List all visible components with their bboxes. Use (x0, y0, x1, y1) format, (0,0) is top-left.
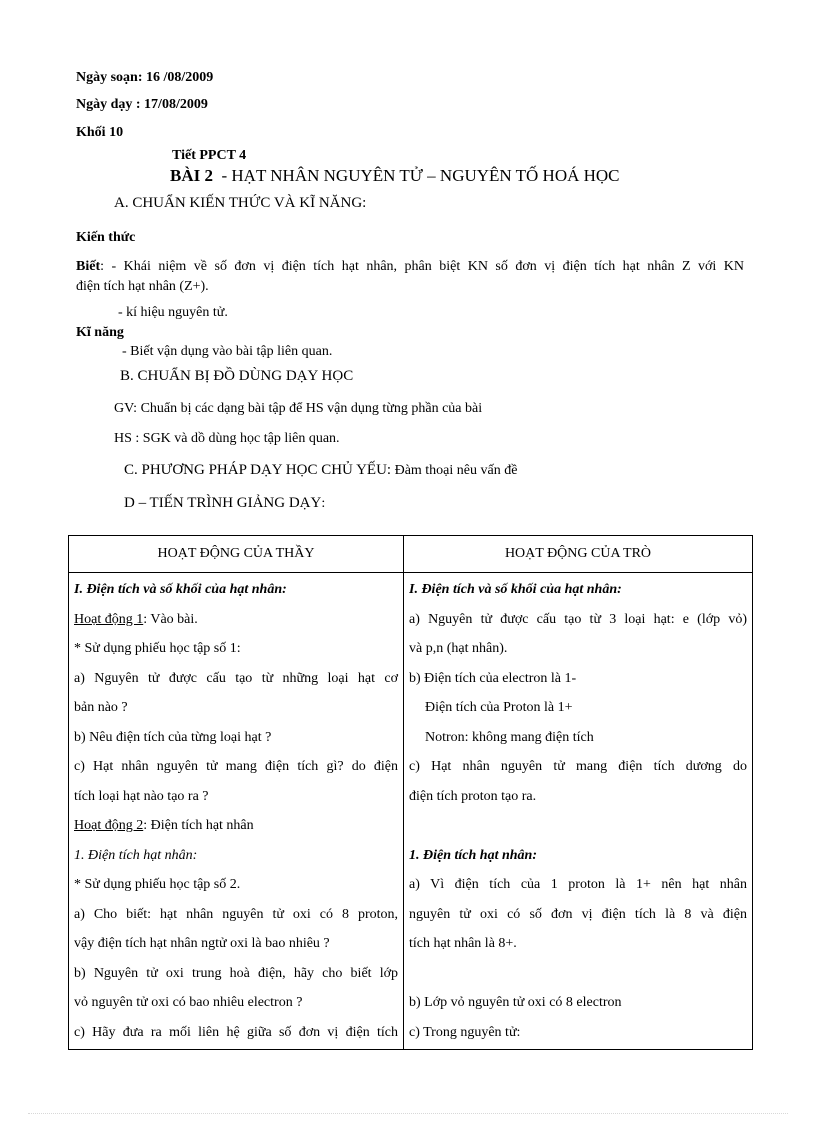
student-line: nguyên tử oxi có số đơn vị điện tích là 8 và điện (409, 906, 747, 922)
activity-1-label: Hoạt động 1 (74, 611, 144, 627)
student-line: Điện tích của Proton là 1+ (425, 700, 573, 715)
student-line: điện tích proton tạo ra. (409, 788, 537, 804)
student-line: a) Vì điện tích của 1 proton là 1+ nên hạt nhân (409, 877, 747, 892)
activity-2-label: Hoạt động 2 (74, 818, 144, 833)
lesson-number: BÀI 2 (170, 166, 213, 185)
activity-2 (74, 811, 398, 841)
student-line: b) Lớp vỏ nguyên tử oxi có 8 electron (409, 995, 622, 1010)
section-a-heading: A. CHUẨN KIẾN THỨC VÀ KĨ NĂNG: (114, 195, 367, 211)
lesson-activity-table (68, 535, 753, 1050)
student-line: Notron: không mang điện tích (425, 729, 594, 745)
activity-2-text: : Điện tích hạt nhân (143, 818, 254, 833)
knowledge-know-paragraph (76, 257, 744, 297)
know-text-line-1: : - Khái niệm về số đơn vị điện tích hạt nhân, phân biệt KN số đơn vị điện tích hạt nhân Z với KN (100, 259, 744, 274)
section-c-text: Đàm thoại nêu vấn đề (394, 463, 518, 478)
activity-1-text: : Vào bài. (143, 611, 198, 627)
teacher-line: 1. Điện tích hạt nhân: (74, 847, 198, 863)
page-bottom-divider (28, 1113, 788, 1114)
section-c (124, 462, 517, 479)
student-line: c) Hạt nhân nguyên tử mang điện tích dương do (409, 759, 747, 774)
teacher-prep: GV: Chuẩn bị các dạng bài tập để HS vận dụng từng phần của bài (114, 401, 483, 416)
date-taught: Ngày dạy : 17/08/2009 (76, 97, 208, 112)
student-line: 1. Điện tích hạt nhân: (409, 847, 537, 863)
date-prepared: Ngày soạn: 16 /08/2009 (76, 70, 214, 85)
knowledge-label: Kiến thức (76, 230, 136, 245)
student-line: I. Điện tích và số khối của hạt nhân: (409, 582, 622, 597)
lesson-name: - HẠT NHÂN NGUYÊN TỬ – NGUYÊN TỐ HOÁ HỌC (221, 166, 620, 185)
teacher-line: * Sử dụng phiếu học tập số 1: (74, 641, 241, 656)
section-d-heading: D – TIẾN TRÌNH GIẢNG DẠY (124, 495, 322, 511)
teacher-line: b) Nguyên tử oxi trung hoà điện, hãy cho biết lớp (74, 965, 398, 981)
know-label: Biết (76, 259, 101, 274)
student-line: c) Trong nguyên tử: (409, 1024, 521, 1040)
student-line-blank (409, 811, 747, 841)
teacher-line: c) Hạt nhân nguyên tử mang điện tích gì? do điện (74, 759, 398, 774)
teacher-line: vậy điện tích hạt nhân ngtử oxi là bao nhiêu ? (74, 936, 330, 951)
skills-text: - Biết vận dụng vào bài tập liên quan. (122, 344, 333, 359)
activity-1 (74, 605, 398, 635)
teacher-line: I. Điện tích và số khối của hạt nhân: (74, 582, 287, 597)
lesson-title (170, 166, 620, 186)
teacher-line: bản nào ? (74, 700, 128, 715)
student-prep: HS : SGK và dồ dùng học tập liên quan. (114, 431, 340, 446)
know-text-line-2: điện tích hạt nhân (Z+). (76, 279, 209, 294)
section-b-heading: B. CHUẨN BỊ ĐỒ DÙNG DẠY HỌC (120, 368, 354, 384)
student-column-header: HOẠT ĐỘNG CỦA TRÒ (404, 536, 753, 573)
student-line: và p,n (hạt nhân). (409, 641, 508, 656)
lesson-period: Tiết PPCT 4 (172, 148, 247, 163)
student-line: tích hạt nhân là 8+. (409, 936, 517, 951)
teacher-line: c) Hãy đưa ra mối liên hệ giữa số đơn vị điện tích (74, 1024, 398, 1040)
teacher-line: a) Cho biết: hạt nhân nguyên tử oxi có 8 proton, (74, 906, 398, 922)
teacher-line: * Sử dụng phiếu học tập số 2. (74, 877, 241, 892)
section-c-heading: C. PHƯƠNG PHÁP DẠY HỌC CHỦ YẾU: (124, 462, 392, 478)
teacher-line: b) Nêu điện tích của từng loại hạt ? (74, 729, 272, 745)
grade-level: Khối 10 (76, 125, 124, 140)
teacher-column-header: HOẠT ĐỘNG CỦA THẦY (69, 536, 404, 573)
teacher-activities-cell (69, 573, 404, 1050)
student-line-blank (409, 959, 747, 989)
student-activities-cell (404, 573, 753, 1050)
teacher-line: tích loại hạt nào tạo ra ? (74, 788, 209, 804)
teacher-line: a) Nguyên tử được cấu tạo từ những loại hạt cơ (74, 670, 398, 686)
teacher-line: vỏ nguyên tử oxi có bao nhiêu electron ? (74, 995, 303, 1010)
section-d (124, 495, 325, 512)
section-d-colon: : (321, 496, 326, 511)
skills-label: Kĩ năng (76, 325, 124, 340)
symbol-item: - kí hiệu nguyên tử. (118, 305, 228, 320)
student-line: a) Nguyên tử được cấu tạo từ 3 loại hạt: e (lớp vỏ) (409, 611, 747, 627)
student-line: b) Điện tích của electron là 1- (409, 670, 577, 686)
